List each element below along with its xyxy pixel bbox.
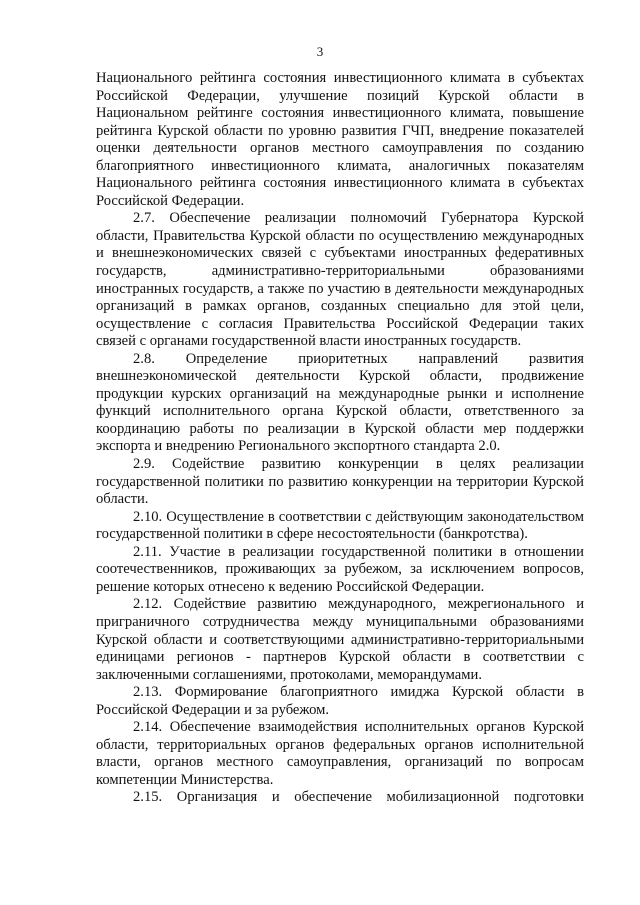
paragraph-2-12: 2.12. Содействие развитию международного, межрегионального и приграничного сотрудничества между муниципальными образованиями Курской области и соответствующими административно-территориальными единицами регионов - партнеров Курской области в соответствии с заключенными соглашениями, протоколами, меморандумами. — [96, 596, 584, 683]
paragraph-2-13: 2.13. Формирование благоприятного имиджа Курской области в Российской Федерации и за рубежом. — [96, 684, 584, 718]
paragraph-2-10: 2.10. Осуществление в соответствии с действующим законодательством государственной политики в сфере несостоятельности (банкротства). — [96, 508, 584, 543]
body-text — [96, 70, 584, 807]
page-number: 3 — [316, 44, 324, 59]
paragraph-2-8: 2.8. Определение приоритетных направлений развития внешнеэкономической деятельности Курской области, продвижение продукции курских организаций на международные рынки и исполнение функций исполнительного органа Курской области, ответственного за координацию работы по реализации в Курской области мер поддержки экспорта и внедрению Регионального экспортного стандарта 2.0. — [96, 350, 584, 455]
paragraph-rating-continuation: Национального рейтинга состояния инвестиционного климата в субъектах Российской Федерации, улучшение позиций Курской области в Национальном рейтинге состояния инвестиционного климата, повышение рейтинга Курской области по уровню развития ГЧП, внедрение показателей оценки деятельности органов местного самоуправления по созданию благоприятного инвестиционного климата, аналогичных показателям Национального рейтинга состояния инвестиционного климата в субъектах Российской Федерации. — [96, 70, 584, 209]
paragraph-2-11: 2.11. Участие в реализации государственной политики в отношении соотечественников, проживающих за рубежом, за исключением вопросов, решение которых отнесено к ведению Российской Федерации. — [96, 543, 584, 595]
paragraph-2-14: 2.14. Обеспечение взаимодействия исполнительных органов Курской области, территориальных органов федеральных органов исполнительной власти, органов местного самоуправления, организаций по вопросам компетенции Министерства. — [96, 719, 584, 788]
paragraph-2-15: 2.15. Организация и обеспечение мобилизационной подготовки — [133, 789, 584, 806]
paragraph-2-9: 2.9. Содействие развитию конкуренции в целях реализации государственной политики по развитию конкуренции на территории Курской области. — [96, 456, 584, 508]
paragraph-2-7: 2.7. Обеспечение реализации полномочий Губернатора Курской области, Правительства Курской области по осуществлению международных и внешнеэкономических связей с субъектами иностранных федеративных государств, административно-территориальными образованиями иностранных государств, а также по участию в деятельности международных организаций в рамках органов, созданных специально для этой цели, осуществление с согласия Правительства Российской Федерации таких связей с органами государственной власти иностранных государств. — [96, 210, 584, 350]
